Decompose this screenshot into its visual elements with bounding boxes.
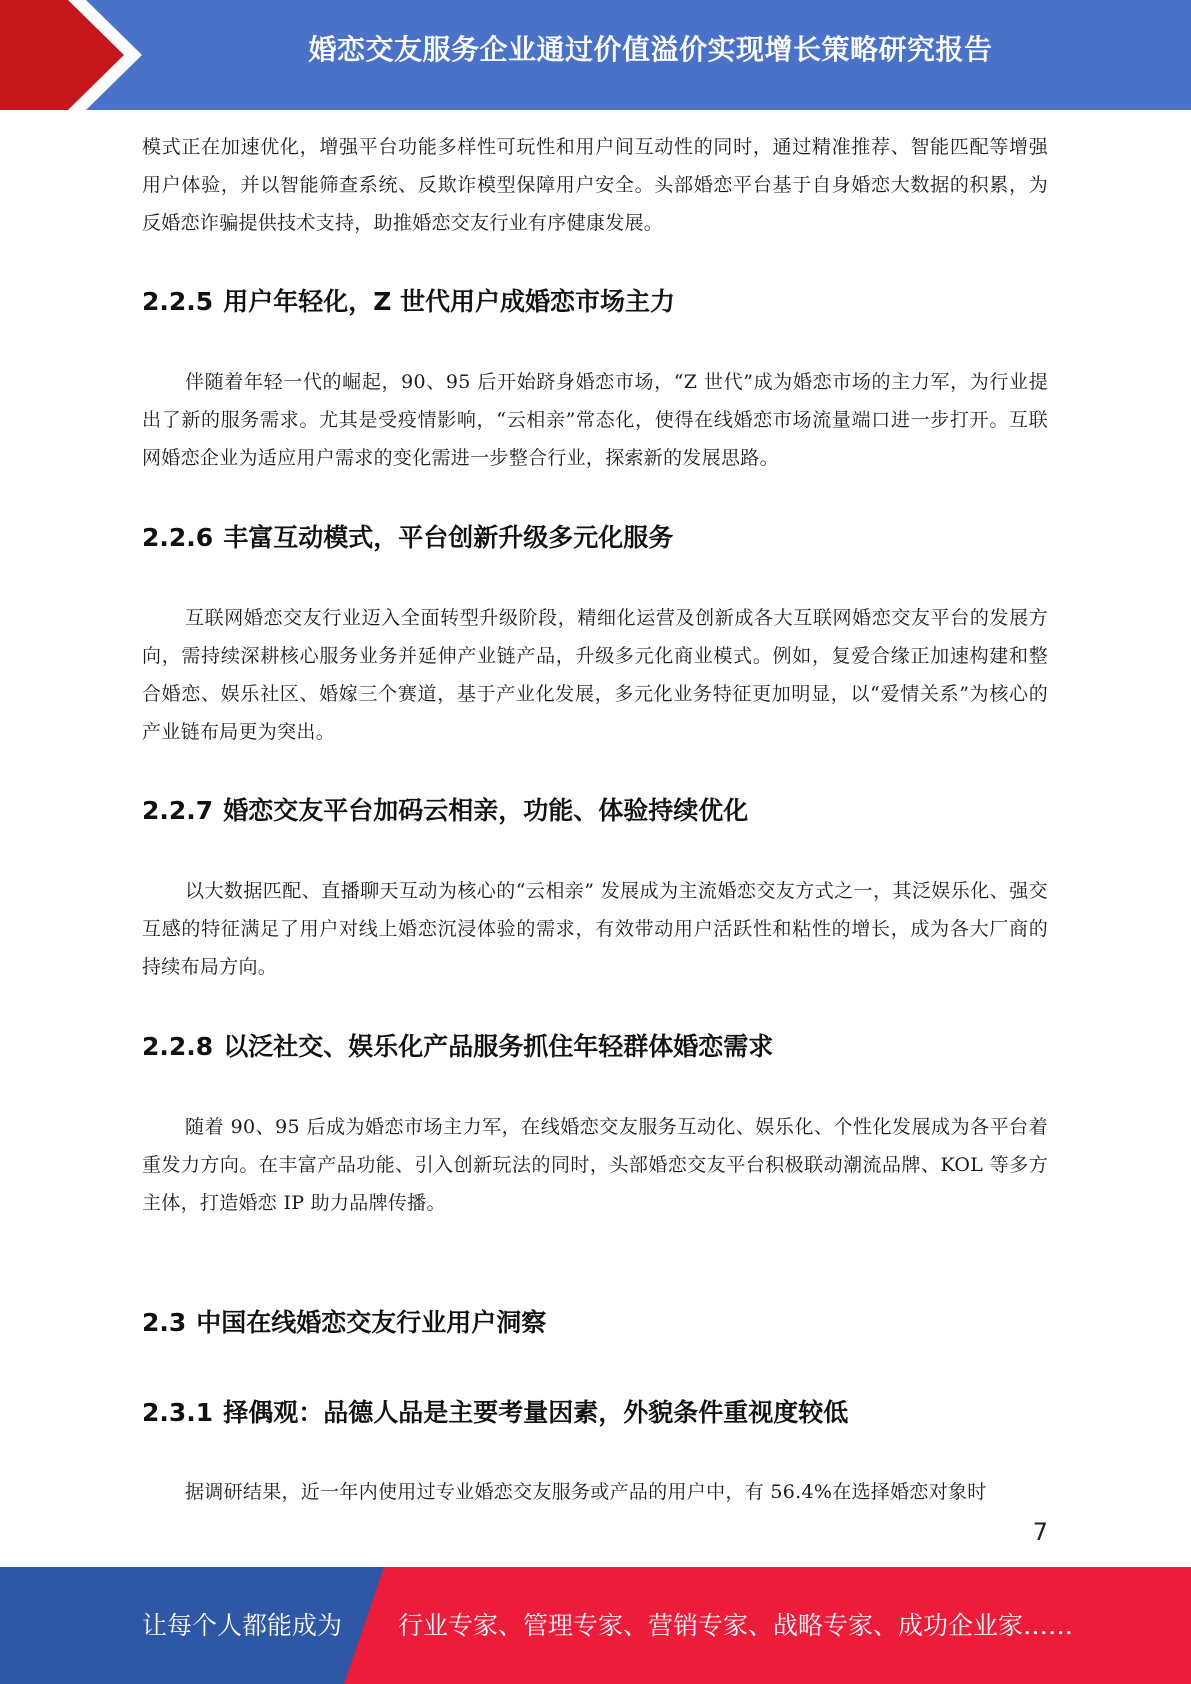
paragraph-2-2-7: 以大数据匹配、直播聊天互动为核心的“云相亲” 发展成为主流婚恋交友方式之一，其泛娱乐化、强交互感的特征满足了用户对线上婚恋沉浸体验的需求，有效带动用户活跃性和粘性的增长，成为各大厂商的持续布局方向。	[142, 880, 1048, 978]
heading-text: 择偶观：品德人品是主要考量因素，外貌条件重视度较低	[223, 1398, 849, 1427]
paragraph-2-2-5: 伴随着年轻一代的崛起，90、95 后开始跻身婚恋市场，“Z 世代”成为婚恋市场的主力军，为行业提出了新的服务需求。尤其是受疫情影响，“云相亲”常态化，使得在线婚恋市场流量端口进一步打开。互联网婚恋企业为适应用户需求的变化需进一步整合行业，探索新的发展思路。	[142, 371, 1048, 469]
page-content	[142, 128, 1048, 1511]
heading-2-3	[142, 1306, 1048, 1340]
heading-text: 以泛社交、娱乐化产品服务抓住年轻群体婚恋需求	[223, 1032, 774, 1061]
page-header	[0, 0, 1191, 110]
heading-number: 2.3.1	[142, 1398, 214, 1427]
heading-text: 中国在线婚恋交友行业用户洞察	[196, 1308, 547, 1337]
paragraph-2-3-1: 据调研结果，近一年内使用过专业婚恋交友服务或产品的用户中，有 56.4%在选择婚恋对象时	[185, 1481, 987, 1503]
heading-2-2-5	[142, 285, 1048, 319]
heading-text: 丰富互动模式，平台创新升级多元化服务	[223, 523, 674, 552]
heading-text: 用户年轻化，Z 世代用户成婚恋市场主力	[223, 287, 676, 316]
intro-paragraph: 模式正在加速优化，增强平台功能多样性可玩性和用户间互动性的同时，通过精准推荐、智能匹配等增强用户体验，并以智能筛查系统、反欺诈模型保障用户安全。头部婚恋平台基于自身婚恋大数据的积累，为反婚恋诈骗提供技术支持，助推婚恋交友行业有序健康发展。	[142, 136, 1048, 234]
heading-number: 2.2.5	[142, 287, 214, 316]
header-arrow-decoration	[0, 0, 150, 110]
heading-2-2-6	[142, 521, 1048, 555]
heading-2-2-7	[142, 794, 1048, 828]
paragraph-2-2-6: 互联网婚恋交友行业迈入全面转型升级阶段，精细化运营及创新成各大互联网婚恋交友平台的发展方向，需持续深耕核心服务业务并延伸产业链产品，升级多元化商业模式。例如，复爱合缘正加速构建和整合婚恋、娱乐社区、婚嫁三个赛道，基于产业化发展，多元化业务特征更加明显，以“爱情关系”为核心的产业链布局更为突出。	[142, 607, 1048, 743]
paragraph-2-2-8: 随着 90、95 后成为婚恋市场主力军，在线婚恋交友服务互动化、娱乐化、个性化发展成为各平台着重发力方向。在丰富产品功能、引入创新玩法的同时，头部婚恋交友平台积极联动潮流品牌、KOL 等多方主体，打造婚恋 IP 助力品牌传播。	[142, 1116, 1048, 1214]
footer-slogan-left: 让每个人都能成为	[142, 1611, 343, 1640]
footer-slogan-right: 行业专家、管理专家、营销专家、战略专家、成功企业家……	[398, 1611, 1074, 1640]
page-number: 7	[1032, 1518, 1048, 1546]
heading-text: 婚恋交友平台加码云相亲，功能、体验持续优化	[223, 796, 749, 825]
page-footer	[0, 1567, 1191, 1684]
heading-number: 2.3	[142, 1308, 187, 1337]
heading-number: 2.2.6	[142, 523, 214, 552]
heading-number: 2.2.7	[142, 796, 214, 825]
heading-2-3-1	[142, 1396, 1048, 1430]
report-title: 婚恋交友服务企业通过价值溢价实现增长策略研究报告	[308, 33, 993, 66]
heading-2-2-8	[142, 1030, 1048, 1064]
heading-number: 2.2.8	[142, 1032, 214, 1061]
